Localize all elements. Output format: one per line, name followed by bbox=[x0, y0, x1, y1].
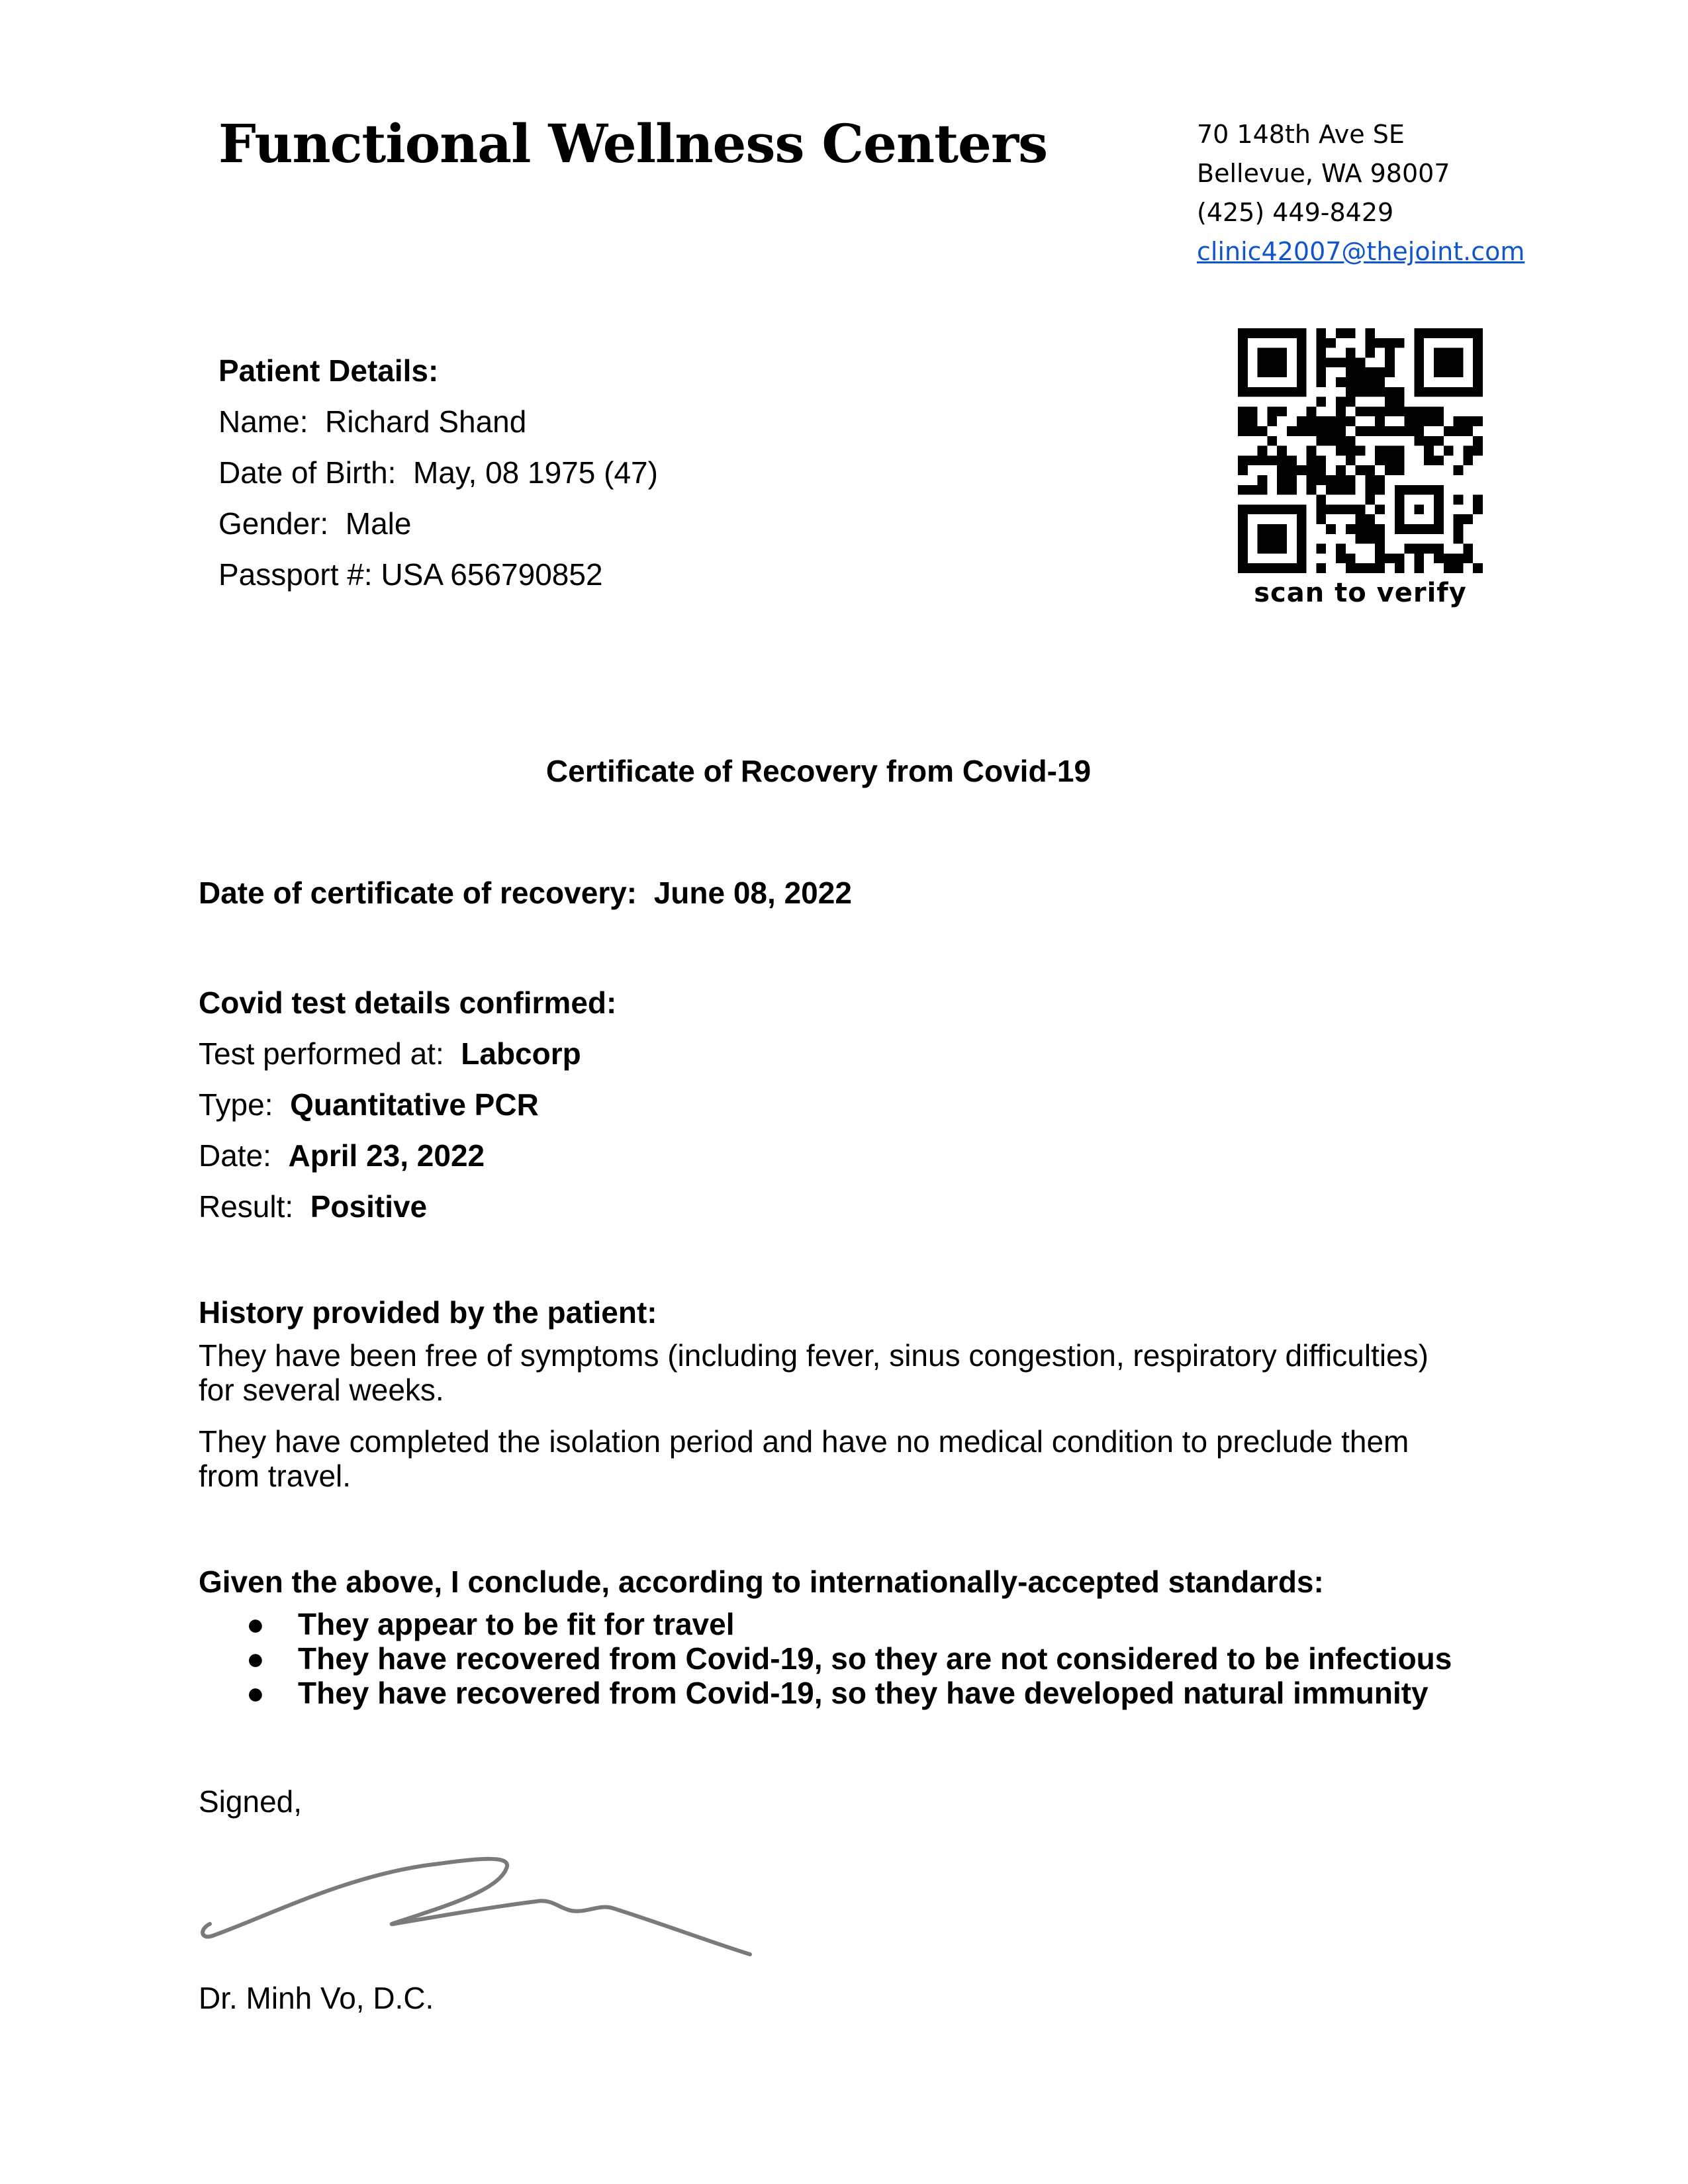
patient-passport: USA 656790852 bbox=[381, 557, 603, 592]
test-date: April 23, 2022 bbox=[288, 1138, 485, 1173]
clinic-phone: (425) 449-8429 bbox=[1197, 198, 1394, 227]
conclusion bbox=[199, 1562, 1523, 1710]
test-result: Positive bbox=[310, 1189, 428, 1224]
clinic-name: Functional Wellness Centers bbox=[218, 113, 1048, 175]
patient-gender-row bbox=[218, 498, 658, 549]
patient-details-heading: Patient Details: bbox=[218, 353, 439, 388]
test-date-row bbox=[199, 1130, 616, 1181]
test-type-label: Type: bbox=[199, 1087, 273, 1122]
patient-details bbox=[218, 345, 658, 600]
bullet-icon: ● bbox=[246, 1607, 265, 1641]
bullet-icon: ● bbox=[246, 1676, 265, 1710]
conclusion-item-text: They appear to be fit for travel bbox=[298, 1607, 735, 1641]
test-location: Labcorp bbox=[461, 1036, 581, 1071]
certificate-title: Certificate of Recovery from Covid-19 bbox=[545, 754, 1092, 788]
conclusion-item-text: They have recovered from Covid-19, so they are not considered to be infectious bbox=[298, 1641, 1452, 1676]
patient-name-label: Name: bbox=[218, 404, 308, 439]
list-item bbox=[199, 1607, 1523, 1641]
history-heading: History provided by the patient: bbox=[199, 1295, 657, 1330]
test-type: Quantitative PCR bbox=[290, 1087, 539, 1122]
qr-caption: scan to verify bbox=[1254, 578, 1467, 608]
conclusion-heading: Given the above, I conclude, according to internationally-accepted standards: bbox=[199, 1565, 1324, 1599]
patient-dob-label: Date of Birth: bbox=[218, 455, 397, 490]
patient-dob-row bbox=[218, 447, 658, 498]
test-location-row bbox=[199, 1028, 616, 1079]
patient-name-row bbox=[218, 396, 658, 447]
test-result-row bbox=[199, 1181, 616, 1232]
signature-image bbox=[195, 1830, 778, 1962]
clinic-email-link[interactable]: clinic42007@thejoint.com bbox=[1197, 237, 1525, 266]
recovery-date: June 08, 2022 bbox=[653, 876, 852, 910]
patient-passport-label: Passport #: bbox=[218, 557, 373, 592]
patient-name: Richard Shand bbox=[325, 404, 527, 439]
patient-passport-row bbox=[218, 549, 658, 600]
patient-gender: Male bbox=[345, 506, 412, 541]
test-location-label: Test performed at: bbox=[199, 1036, 444, 1071]
test-result-label: Result: bbox=[199, 1189, 294, 1224]
history-paragraph-2: They have completed the isolation period and have no medical condition to preclude them from travel. bbox=[199, 1424, 1409, 1493]
address-line-1: 70 148th Ave SE bbox=[1197, 120, 1405, 149]
recovery-date-label: Date of certificate of recovery: bbox=[199, 876, 637, 910]
clinic-address bbox=[1197, 115, 1524, 271]
list-item bbox=[199, 1641, 1523, 1676]
test-details bbox=[199, 978, 616, 1232]
list-item bbox=[199, 1676, 1523, 1710]
qr-code-icon[interactable] bbox=[1238, 328, 1483, 573]
patient-dob: May, 08 1975 (47) bbox=[413, 455, 658, 490]
history-paragraph-1: They have been free of symptoms (including fever, sinus congestion, respiratory difficulties) for several weeks. bbox=[199, 1338, 1429, 1407]
patient-gender-label: Gender: bbox=[218, 506, 329, 541]
address-line-2: Bellevue, WA 98007 bbox=[1197, 159, 1450, 188]
test-date-label: Date: bbox=[199, 1138, 271, 1173]
patient-history bbox=[199, 1287, 1470, 1510]
recovery-date-row bbox=[199, 875, 852, 911]
conclusion-item-text: They have recovered from Covid-19, so they have developed natural immunity bbox=[298, 1676, 1429, 1710]
conclusion-list bbox=[199, 1607, 1523, 1710]
signed-label: Signed, bbox=[199, 1784, 303, 1819]
bullet-icon: ● bbox=[246, 1641, 265, 1676]
test-type-row bbox=[199, 1079, 616, 1130]
doctor-name: Dr. Minh Vo, D.C. bbox=[199, 1981, 434, 2015]
test-details-heading: Covid test details confirmed: bbox=[199, 985, 617, 1020]
